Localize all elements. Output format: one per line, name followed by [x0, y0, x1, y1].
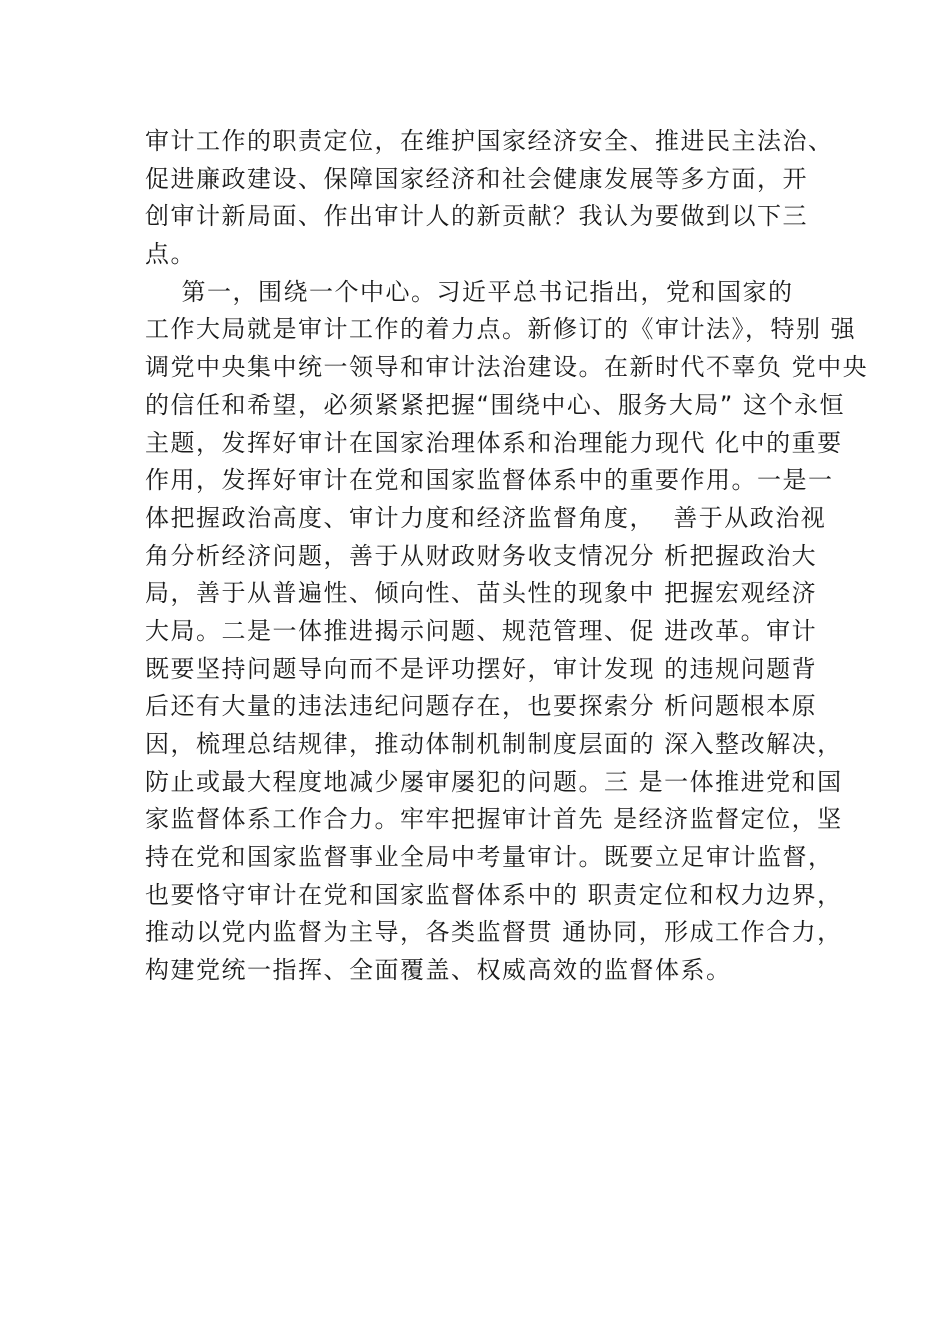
- text-line: 防止或最大程度地减少屡审屡犯的问题。三 是一体推进党和国: [145, 767, 843, 796]
- text-line: 因，梳理总结规律，推动体制机制制度层面的 深入整改解决，: [145, 730, 843, 758]
- text-line: 持在党和国家监督事业全局中考量审计。既要立足审计监督，: [145, 843, 834, 872]
- text-line: 推动以党内监督为主导，各类监督贯 通协同，形成工作合力，: [145, 918, 843, 947]
- text-line: 家监督体系工作合力。牢牢把握审计首先 是经济监督定位，坚: [145, 805, 843, 834]
- text-line: 角分析经济问题，善于从财政财务收支情况分 析把握政治大: [145, 541, 818, 570]
- text-line: 主题，发挥好审计在国家治理体系和治理能力现代 化中的重要: [145, 428, 843, 457]
- text-line: 局，善于从普遍性、倾向性、苗头性的现象中 把握宏观经济: [145, 579, 818, 608]
- text-line: 的信任和希望，必须紧紧把握“围绕中心、服务大局” 这个永恒: [145, 390, 845, 419]
- text-line: 大局。二是一体推进揭示问题、规范管理、促 进改革。审计: [145, 616, 818, 645]
- text-line: 促进廉政建设、保障国家经济和社会健康发展等多方面，开: [145, 164, 808, 193]
- text-line: 审计工作的职责定位，在维护国家经济安全、推进民主法治、: [145, 127, 834, 155]
- text-line: 点。: [145, 240, 196, 269]
- text-line: 后还有大量的违法违纪问题存在，也要探索分 析问题根本原: [145, 692, 818, 721]
- text-line: 调党中央集中统一领导和审计法治建设。在新时代不辜负 党中央: [145, 353, 869, 382]
- text-line: 创审计新局面、作出审计人的新贡献？我认为要做到以下三: [145, 202, 808, 231]
- text-line: 第一，围绕一个中心。习近平总书记指出，党和国家的: [145, 277, 794, 306]
- text-line: 作用，发挥好审计在党和国家监督体系中的重要作用。一是一: [145, 466, 834, 495]
- text-line: 体把握政治高度、审计力度和经济监督角度， 善于从政治视: [145, 503, 827, 532]
- text-line: 构建党统一指挥、全面覆盖、权威高效的监督体系。: [145, 956, 732, 985]
- body-text: [145, 123, 869, 990]
- text-line: 工作大局就是审计工作的着力点。新修订的《审计法》，特别 强: [145, 315, 857, 344]
- text-line: 既要坚持问题导向而不是评功摆好，审计发现 的违规问题背: [145, 654, 818, 683]
- text-line: 也要恪守审计在党和国家监督体系中的 职责定位和权力边界，: [145, 880, 843, 909]
